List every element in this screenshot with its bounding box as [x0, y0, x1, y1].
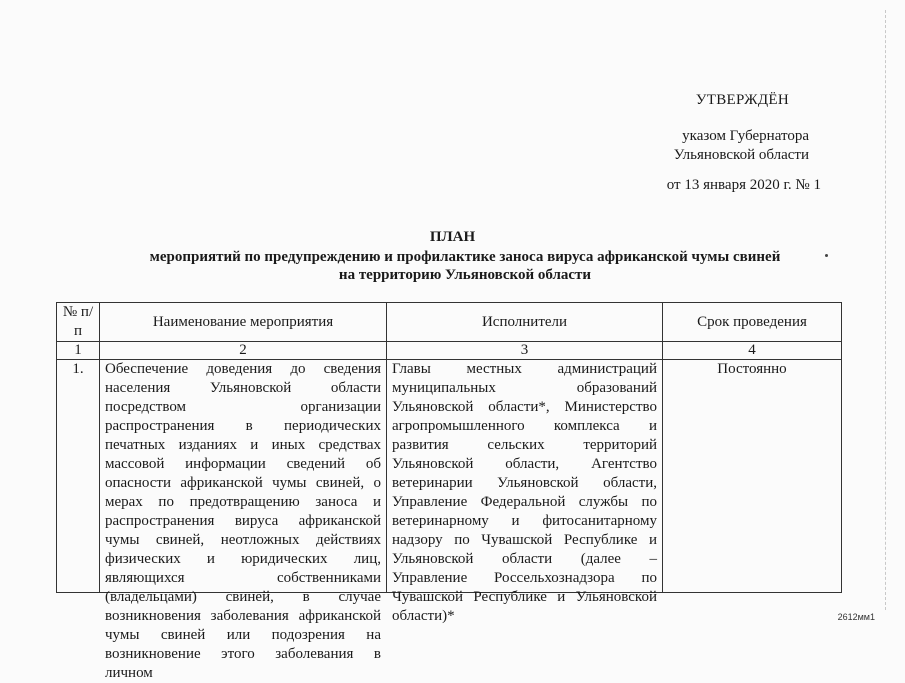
- column-number: 1: [57, 342, 100, 360]
- subtitle-line-1: мероприятий по предупреждению и профилактике заноса вируса африканской чумы свиней: [149, 249, 781, 265]
- footer-code: 2612мм1: [837, 612, 875, 622]
- row-executors: Главы местных администраций муниципальных образований Ульяновской области*, Министерство агропромышленного комплекса и развития сельских территорий Ульяновской области, Агентство ветеринарии Ульяновской области, Управление Федеральной службы по ветеринарному и фитосанитарному надзору по Чувашской Республике и Ульяновской области (далее – Управление Россельхознадзора по Чувашской Республике и Ульяновской области)*: [392, 361, 657, 624]
- column-number-row: [57, 342, 842, 360]
- decree-line-2: Ульяновской области: [673, 147, 809, 163]
- table-row: [57, 360, 842, 593]
- table-header-row: [57, 303, 842, 342]
- row-term: Постоянно: [663, 360, 842, 593]
- column-number: 3: [387, 342, 663, 360]
- header-term: Срок проведения: [663, 303, 842, 342]
- row-measure-cell: [100, 360, 387, 681]
- decree-line-1: указом Губернатора: [682, 128, 809, 144]
- row-number: 1.: [57, 360, 100, 593]
- document-subtitle: [100, 248, 830, 284]
- decree-date: от 13 января 2020 г. № 1: [666, 177, 821, 193]
- plan-table: [56, 302, 842, 681]
- column-number: 2: [100, 342, 387, 360]
- document-title: ПЛАН: [429, 229, 476, 245]
- subtitle-line-2: на территорию Ульяновской области: [338, 267, 592, 283]
- approval-stamp: УТВЕРЖДЁН: [695, 92, 789, 108]
- row-executors-cell: [387, 360, 663, 624]
- column-number: 4: [663, 342, 842, 360]
- header-executors: Исполнители: [387, 303, 663, 342]
- row-measure: Обеспечение доведения до сведения населения Ульяновской области посредством организации распространения в периодических печатных изданиях и иных средствах массовой информации сведений об опасности африканской чумы свиней, о мерах по предотвращению заноса и распространения вируса африканской чумы свиней, неотложных действиях физических и юридических лиц, являющихся собственниками (владельцами) свиней, в случае возникновения заболевания африканской чумы свиней или подозрения на возникновение этого заболевания в личном: [105, 361, 381, 681]
- header-number: № п/п: [57, 303, 100, 342]
- scan-dot-mark: [825, 254, 828, 257]
- header-measure: Наименование мероприятия: [100, 303, 387, 342]
- decree-reference: [549, 127, 809, 165]
- scan-edge-line: [885, 10, 887, 610]
